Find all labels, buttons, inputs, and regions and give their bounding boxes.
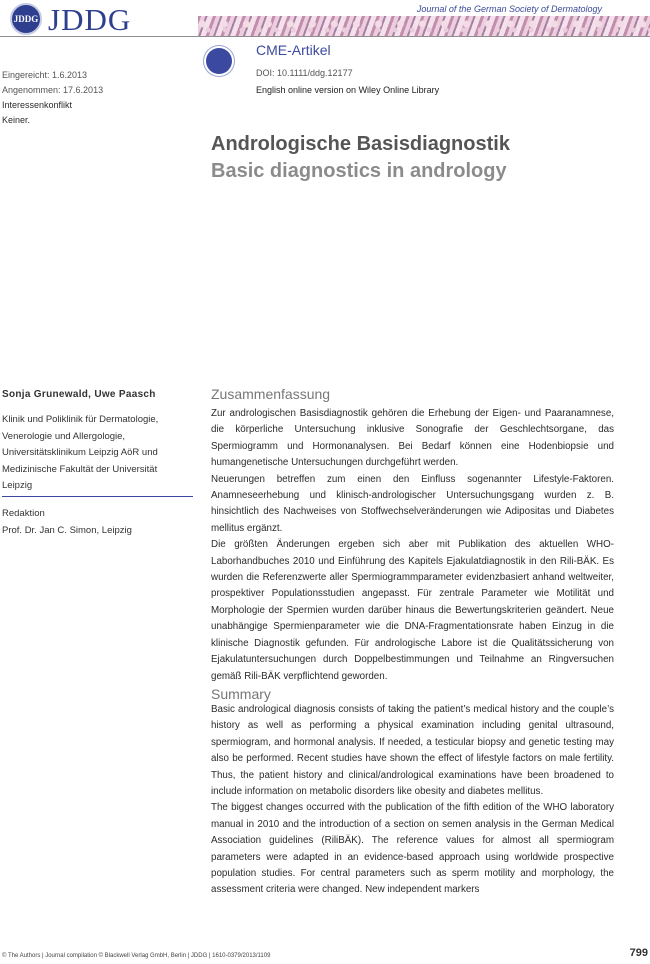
logo-text: JDDG [48, 1, 132, 37]
left-column-divider [2, 496, 193, 497]
author-names: Sonja Grunewald, Uwe Paasch [2, 389, 156, 400]
article-meta [2, 68, 192, 128]
section-heading-summary: Summary [211, 686, 271, 702]
doi: DOI: 10.1111/ddg.12177 [256, 68, 353, 78]
title-german: Andrologische Basisdiagnostik [211, 133, 510, 155]
paragraph: Neuerungen betreffen zum einen den Einfluss sogenannter Lifestyle-Faktoren. Anamneseerhebung und klinisch-andrologischer Untersuchungsgang wurden z. B. hinsichtlich des Nachweises von Stoffwechselveränderungen wie Adipositas und Diabetes mellitus ergänzt. [211, 473, 614, 534]
footer-copyright: © The Authors | Journal compilation © Blackwell Verlag GmbH, Berlin | JDDG | 1610-0379/2013/1109 [2, 953, 271, 959]
affiliation-line: Leipzig [2, 480, 33, 491]
cme-circle-icon [206, 48, 232, 74]
paragraph: Die größten Änderungen ergeben sich aber mit Publikation des aktuellen WHO-Laborhandbuches 2010 und Einführung des Kapitels Ejakulatdiagnostik in den Rili-BÄK. Es wurden die Referenzwerte aller Spermiogrammparameter evidenzbasiert anhand weltweiter, prospektiver Populationsstudien angepasst. Für zentrale Parameter wie Motilität und Morphologie der Spermien wurden darüber hinaus die Bewertungskriterien geändert. Neue unabhängige Spermienparameter wie die DNA-Fragmentationsrate haben Einzug in die klinische Diagnostik gefunden. Für andrologische Labore ist die Qualitätssicherung von Ejakulatuntersuchungen durch Doppelbestimmungen und Teilnahme an Ringversuchen gemäß Rili-BÄK verpflichtend geworden. [211, 539, 614, 682]
header-histology-strip [198, 16, 650, 36]
paragraph: The biggest changes occurred with the publication of the fifth edition of the WHO laboratory manual in 2010 and the introduction of a section on semen analysis in the German Medical Association guidelines (RiliBÄK). The reference values for almost all spermiogram parameters were adapted in an evidence-based approach using worldwide prospective population studies. For central parameters such as sperm motility and morphology, the assessment criteria were changed. New independent markers [211, 802, 614, 896]
zusammenfassung-text [211, 406, 614, 685]
paragraph: Zur andrologischen Basisdiagnostik gehören die Erhebung der Eigen- und Paaranamnese, die körperliche Untersuchung inklusive Sonografie der Geschlechtsorgane, das Spermiogramm und Hormonanalysen. Bei Bedarf können eine Hodenbiopsie und humangenetische Untersuchungen durchgeführt werden. [211, 408, 614, 469]
title-english: Basic diagnostics in andrology [211, 160, 507, 182]
affiliation-line: Medizinische Fakultät der Universität [2, 463, 158, 475]
journal-logo [10, 2, 200, 36]
page-number: 799 [629, 947, 648, 959]
section-heading-zusammenfassung: Zusammenfassung [211, 386, 331, 402]
conflict-label: Interessenkonflikt [2, 100, 73, 110]
accepted-date: Angenommen: 17.6.2013 [2, 85, 104, 95]
conflict-value: Keiner. [2, 115, 31, 125]
affiliation-line: Universitätsklinikum Leipzig AöR und [2, 447, 158, 458]
editor-block [2, 506, 194, 539]
editor-label: Redaktion [2, 508, 45, 519]
affiliation [2, 412, 194, 495]
editor-name: Prof. Dr. Jan C. Simon, Leipzig [2, 524, 132, 536]
cme-label: CME-Artikel [256, 42, 331, 58]
header-divider [0, 36, 650, 37]
summary-text [211, 702, 614, 899]
wiley-note: English online version on Wiley Online Library [256, 85, 440, 95]
journal-name: Journal of the German Society of Dermatology [416, 4, 602, 14]
affiliation-line: Klinik und Poliklinik für Dermatologie, [2, 414, 159, 425]
logo-badge-icon: JDDG [10, 3, 42, 35]
received-date: Eingereicht: 1.6.2013 [2, 70, 88, 80]
paragraph: Basic andrological diagnosis consists of taking the patient’s medical history and the couple’s history as well as performing a physical examination including genital ultrasound, spermiogram, and hormonal analysis. If needed, a testicular biopsy and genetic testing may also be performed. Recent studies have shown the effect of lifestyle factors on male fertility. Thus, the patient history and clinical/andrological examinations have been broadened to include information on metabolic disorders like obesity and diabetes mellitus. [211, 704, 614, 798]
affiliation-line: Venerologie und Allergologie, [2, 430, 126, 442]
